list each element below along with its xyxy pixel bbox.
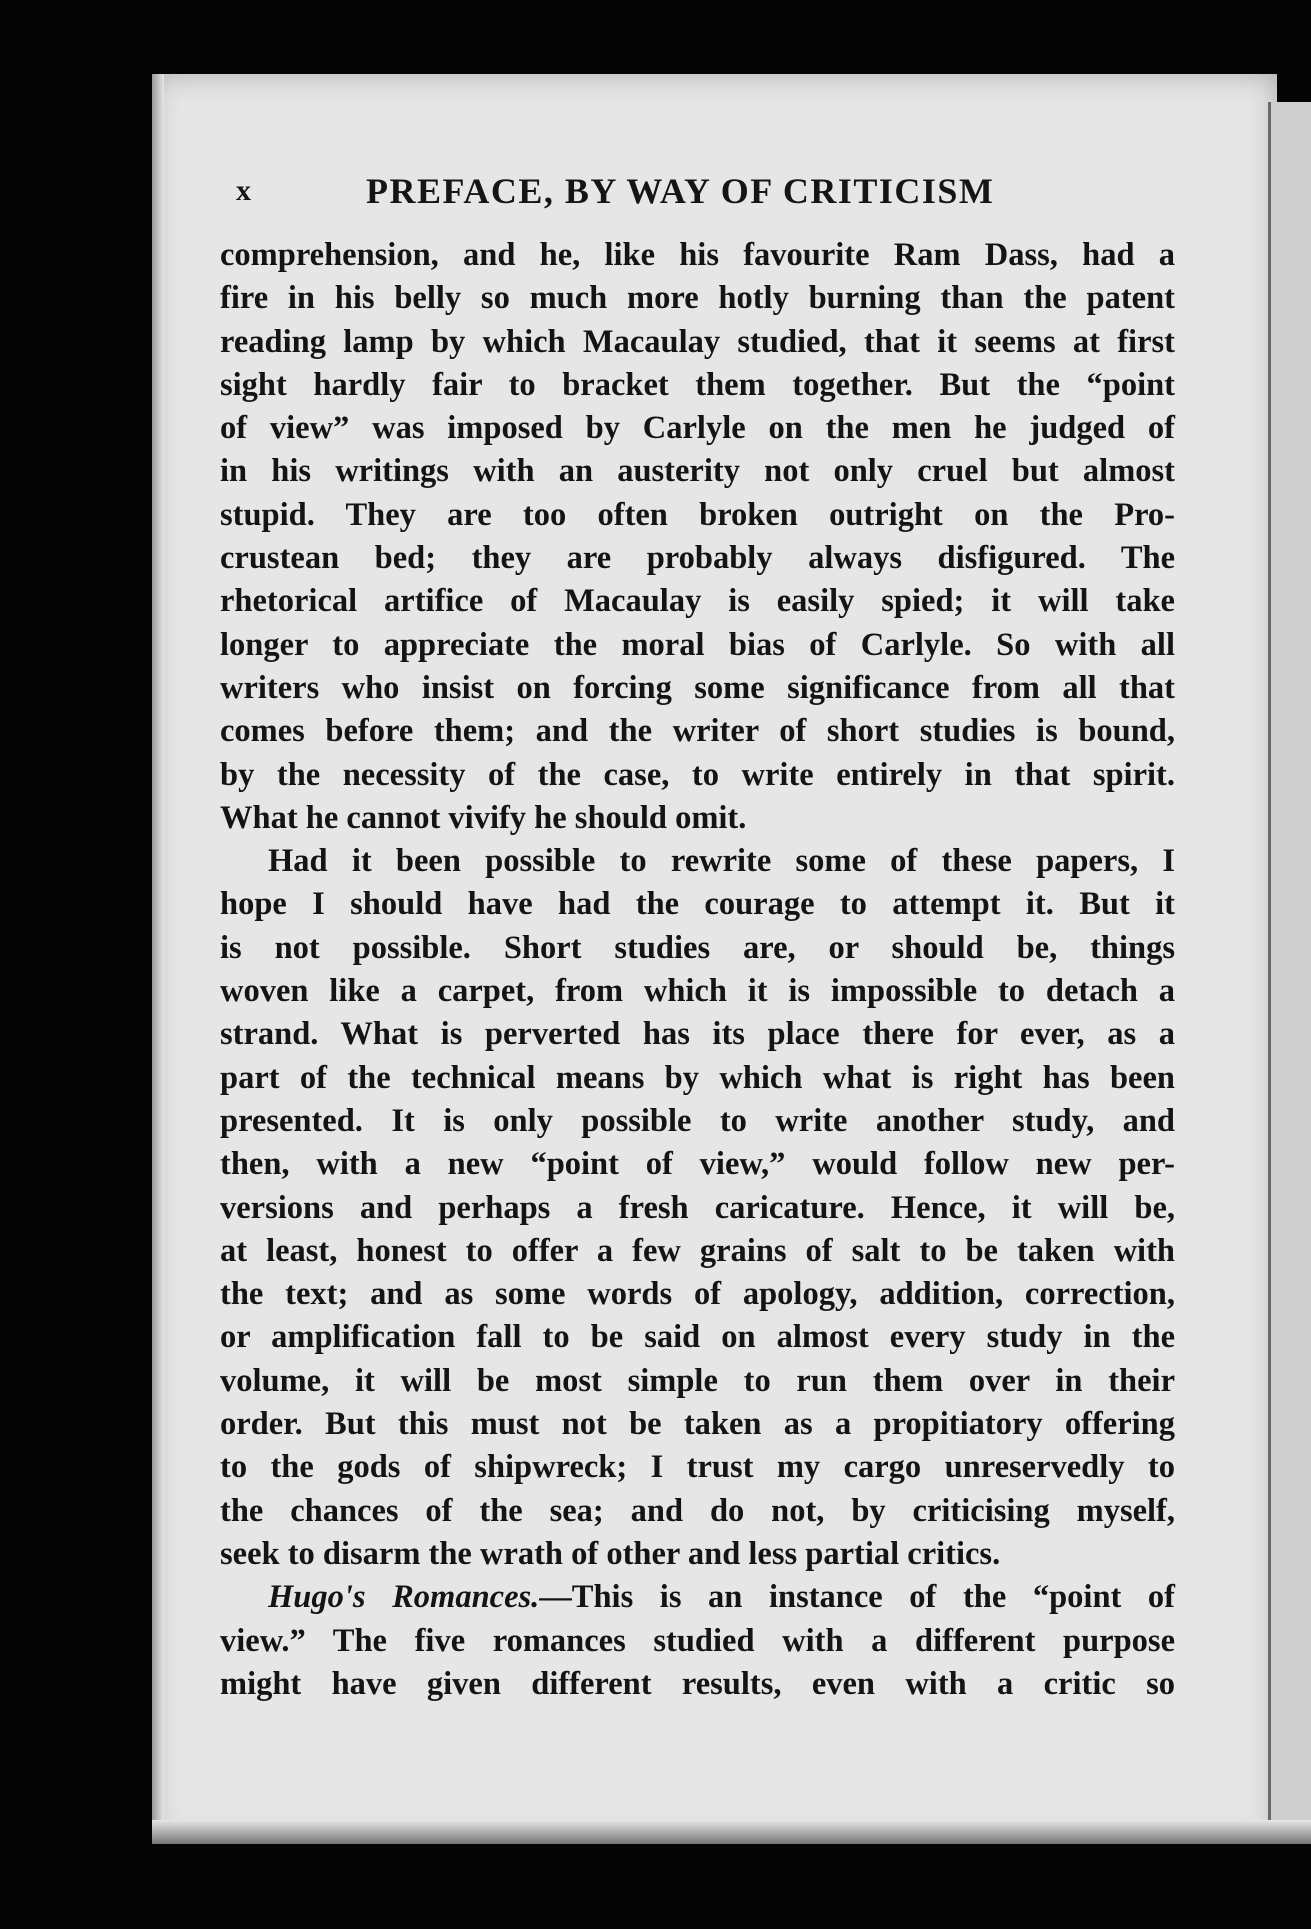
text-line	[220, 1576, 1175, 1619]
text-line: to the gods of shipwreck; I trust my cargo unreservedly to	[220, 1449, 1175, 1486]
text-line: writers who insist on forcing some significance from all that	[220, 669, 1175, 706]
page-header	[236, 170, 1056, 218]
text-line: versions and perhaps a fresh caricature. Hence, it will be,	[220, 1189, 1175, 1226]
text-line: volume, it will be most simple to run them over in their	[220, 1362, 1175, 1399]
text-line: What he cannot vivify he should omit.	[220, 799, 747, 836]
text-line: part of the technical means by which what is right has been	[220, 1059, 1175, 1096]
text-line: longer to appreciate the moral bias of Carlyle. So with all	[220, 626, 1175, 663]
text-line: sight hardly fair to bracket them together. But the “point	[220, 366, 1175, 403]
text-line: or amplification fall to be said on almost every study in the	[220, 1319, 1175, 1356]
text-line: presented. It is only possible to write another study, and	[220, 1102, 1175, 1139]
text-line: rhetorical artifice of Macaulay is easily spied; it will take	[220, 583, 1175, 620]
text-line: woven like a carpet, from which it is impossible to detach a	[220, 973, 1175, 1010]
text-line: in his writings with an austerity not only cruel but almost	[220, 453, 1175, 490]
text-line: might have given different results, even with a critic so	[220, 1665, 1175, 1702]
text-line: stupid. They are too often broken outright on the Pro-	[220, 496, 1175, 533]
text-line: by the necessity of the case, to write entirely in that spirit.	[220, 756, 1175, 793]
running-title: PREFACE, BY WAY OF CRITICISM	[366, 171, 995, 211]
text-line: is not possible. Short studies are, or should be, things	[220, 929, 1175, 966]
text-line: comes before them; and the writer of short studies is bound,	[220, 713, 1175, 750]
text-line: the text; and as some words of apology, addition, correction,	[220, 1276, 1175, 1313]
text-line: at least, honest to offer a few grains of salt to be taken with	[220, 1232, 1175, 1269]
page-number: x	[236, 174, 251, 207]
text-line: hope I should have had the courage to attempt it. But it	[220, 886, 1175, 923]
text-line: seek to disarm the wrath of other and less partial critics.	[220, 1535, 1001, 1572]
text-line: strand. What is perverted has its place there for ever, as a	[220, 1016, 1175, 1053]
text-line: the chances of the sea; and do not, by criticising myself,	[220, 1492, 1175, 1529]
page-bottom-shadow	[152, 1820, 1311, 1844]
text-line: then, with a new “point of view,” would follow new per-	[220, 1146, 1175, 1183]
text-line: fire in his belly so much more hotly burning than the patent	[220, 280, 1175, 317]
text-line: view.” The five romances studied with a different purpose	[220, 1622, 1175, 1659]
text-line: Had it been possible to rewrite some of these papers, I	[268, 843, 1175, 880]
page-gutter-shadow	[152, 74, 164, 1844]
page-fore-edge	[1268, 102, 1311, 1844]
text-line: reading lamp by which Macaulay studied, that it seems at first	[220, 323, 1175, 360]
text-line: order. But this must not be taken as a propitiatory offering	[220, 1406, 1175, 1443]
text-run: —This is an instance of the “point of	[539, 1579, 1176, 1616]
section-title-italic: Hugo's Romances.	[268, 1579, 540, 1616]
text-line: crustean bed; they are probably always disfigured. The	[220, 540, 1175, 577]
text-line: of view” was imposed by Carlyle on the men he judged of	[220, 410, 1175, 447]
body-text	[220, 234, 1175, 1706]
text-line: comprehension, and he, like his favourite Ram Dass, had a	[220, 237, 1175, 273]
